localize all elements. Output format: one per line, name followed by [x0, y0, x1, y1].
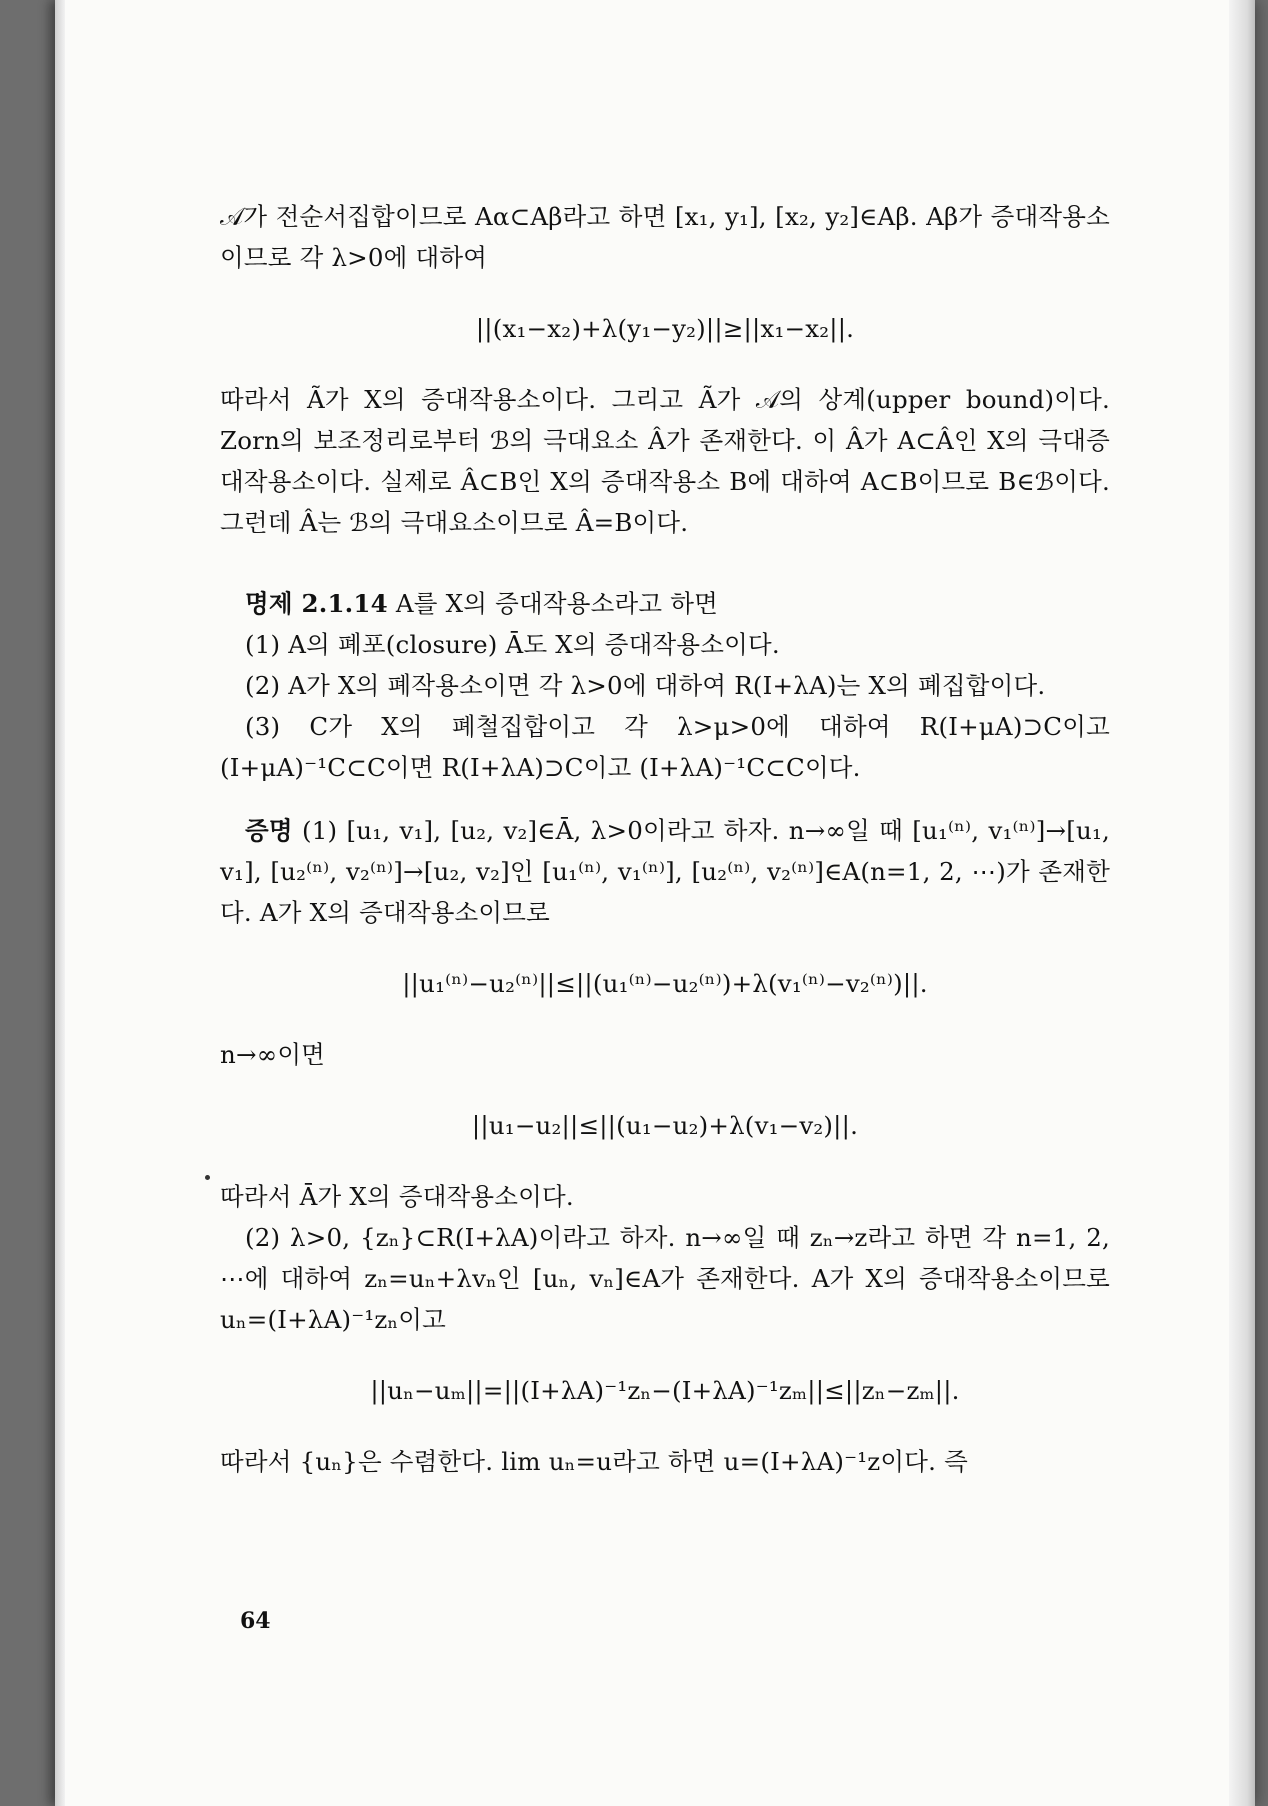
proposition-item-3: (3) C가 X의 폐철집합이고 각 λ>μ>0에 대하여 R(I+μA)⊃C이고 (I+μA)⁻¹C⊂C이면 R(I+λA)⊃C이고 (I+λA)⁻¹C⊂C이다.	[220, 712, 1110, 782]
proof-paragraph-1	[220, 810, 1110, 933]
proposition-intro: A를 X의 증대작용소라고 하면	[387, 589, 718, 618]
page-content	[220, 196, 1110, 1482]
proposition-title: 명제 2.1.14	[245, 589, 388, 618]
proof-text-1: (1) [u₁, v₁], [u₂, v₂]∈Ā, λ>0이라고 하자. n→∞일 때 [u₁⁽ⁿ⁾, v₁⁽ⁿ⁾]→[u₁, v₁], [u₂⁽ⁿ⁾, v₂⁽ⁿ⁾]→[u₂, v₂]인 [u₁⁽ⁿ⁾, v₁⁽ⁿ⁾], [u₂⁽ⁿ⁾, v₂⁽ⁿ⁾]∈A(n=1, 2, ⋯)가 존재한다. A가 X의 증대작용소이므로	[220, 816, 1110, 927]
page-edge	[1229, 0, 1255, 1806]
text-paragraph-2: 따라서 Ã가 X의 증대작용소이다. 그리고 Ã가 𝒜의 상계(upper bound)이다. Zorn의 보조정리로부터 ℬ의 극대요소 Â가 존재한다. 이 Â가 A⊂Â인 X의 극대증대작용소이다. 실제로 Â⊂B인 X의 증대작용소 B에 대하여 A⊂B이므로 B∈ℬ이다. 그런데 Â는 ℬ의 극대요소이므로 Â=B이다.	[220, 385, 1110, 537]
proof-paragraph-2: (2) λ>0, {zₙ}⊂R(I+λA)이라고 하자. n→∞일 때 zₙ→z라고 하면 각 n=1, 2, ⋯에 대하여 zₙ=uₙ+λvₙ인 [uₙ, vₙ]∈A가 존재한다. A가 X의 증대작용소이므로 uₙ=(I+λA)⁻¹zₙ이고	[220, 1223, 1110, 1334]
equation-1: ||(x₁−x₂)+λ(y₁−y₂)||≥||x₁−x₂||.	[475, 314, 855, 343]
page-spine-shadow	[55, 0, 65, 1806]
text-last-line: 따라서 {uₙ}은 수렴한다. lim uₙ=u라고 하면 u=(I+λA)⁻¹z이다. 즉	[220, 1447, 968, 1476]
margin-mark	[205, 1175, 210, 1180]
text-limit-line: n→∞이면	[220, 1040, 326, 1069]
page-number: 64	[240, 1608, 271, 1634]
equation-2: ||u₁⁽ⁿ⁾−u₂⁽ⁿ⁾||≤||(u₁⁽ⁿ⁾−u₂⁽ⁿ⁾)+λ(v₁⁽ⁿ⁾−v₂⁽ⁿ⁾)||.	[402, 969, 928, 998]
equation-3: ||u₁−u₂||≤||(u₁−u₂)+λ(v₁−v₂)||.	[471, 1111, 859, 1140]
equation-4: ||uₙ−uₘ||=||(I+λA)⁻¹zₙ−(I+λA)⁻¹zₘ||≤||zₙ−zₘ||.	[370, 1376, 960, 1405]
proposition-item-2: (2) A가 X의 폐작용소이면 각 λ>0에 대하여 R(I+λA)는 X의 폐집합이다.	[245, 671, 1046, 700]
proposition-item-1: (1) A의 폐포(closure) Ā도 X의 증대작용소이다.	[245, 630, 780, 659]
spacer	[220, 788, 1110, 810]
text-conclusion-1: 따라서 Ā가 X의 증대작용소이다.	[220, 1182, 574, 1211]
text-line-1: 𝒜가 전순서집합이므로 Aα⊂Aβ라고 하면 [x₁, y₁], [x₂, y₂]∈Aβ. Aβ가 증대작용소이므로 각 λ>0에 대하여	[220, 202, 1110, 272]
proposition-header	[220, 583, 1110, 624]
proof-title: 증명	[245, 816, 293, 845]
spacer	[220, 543, 1110, 583]
